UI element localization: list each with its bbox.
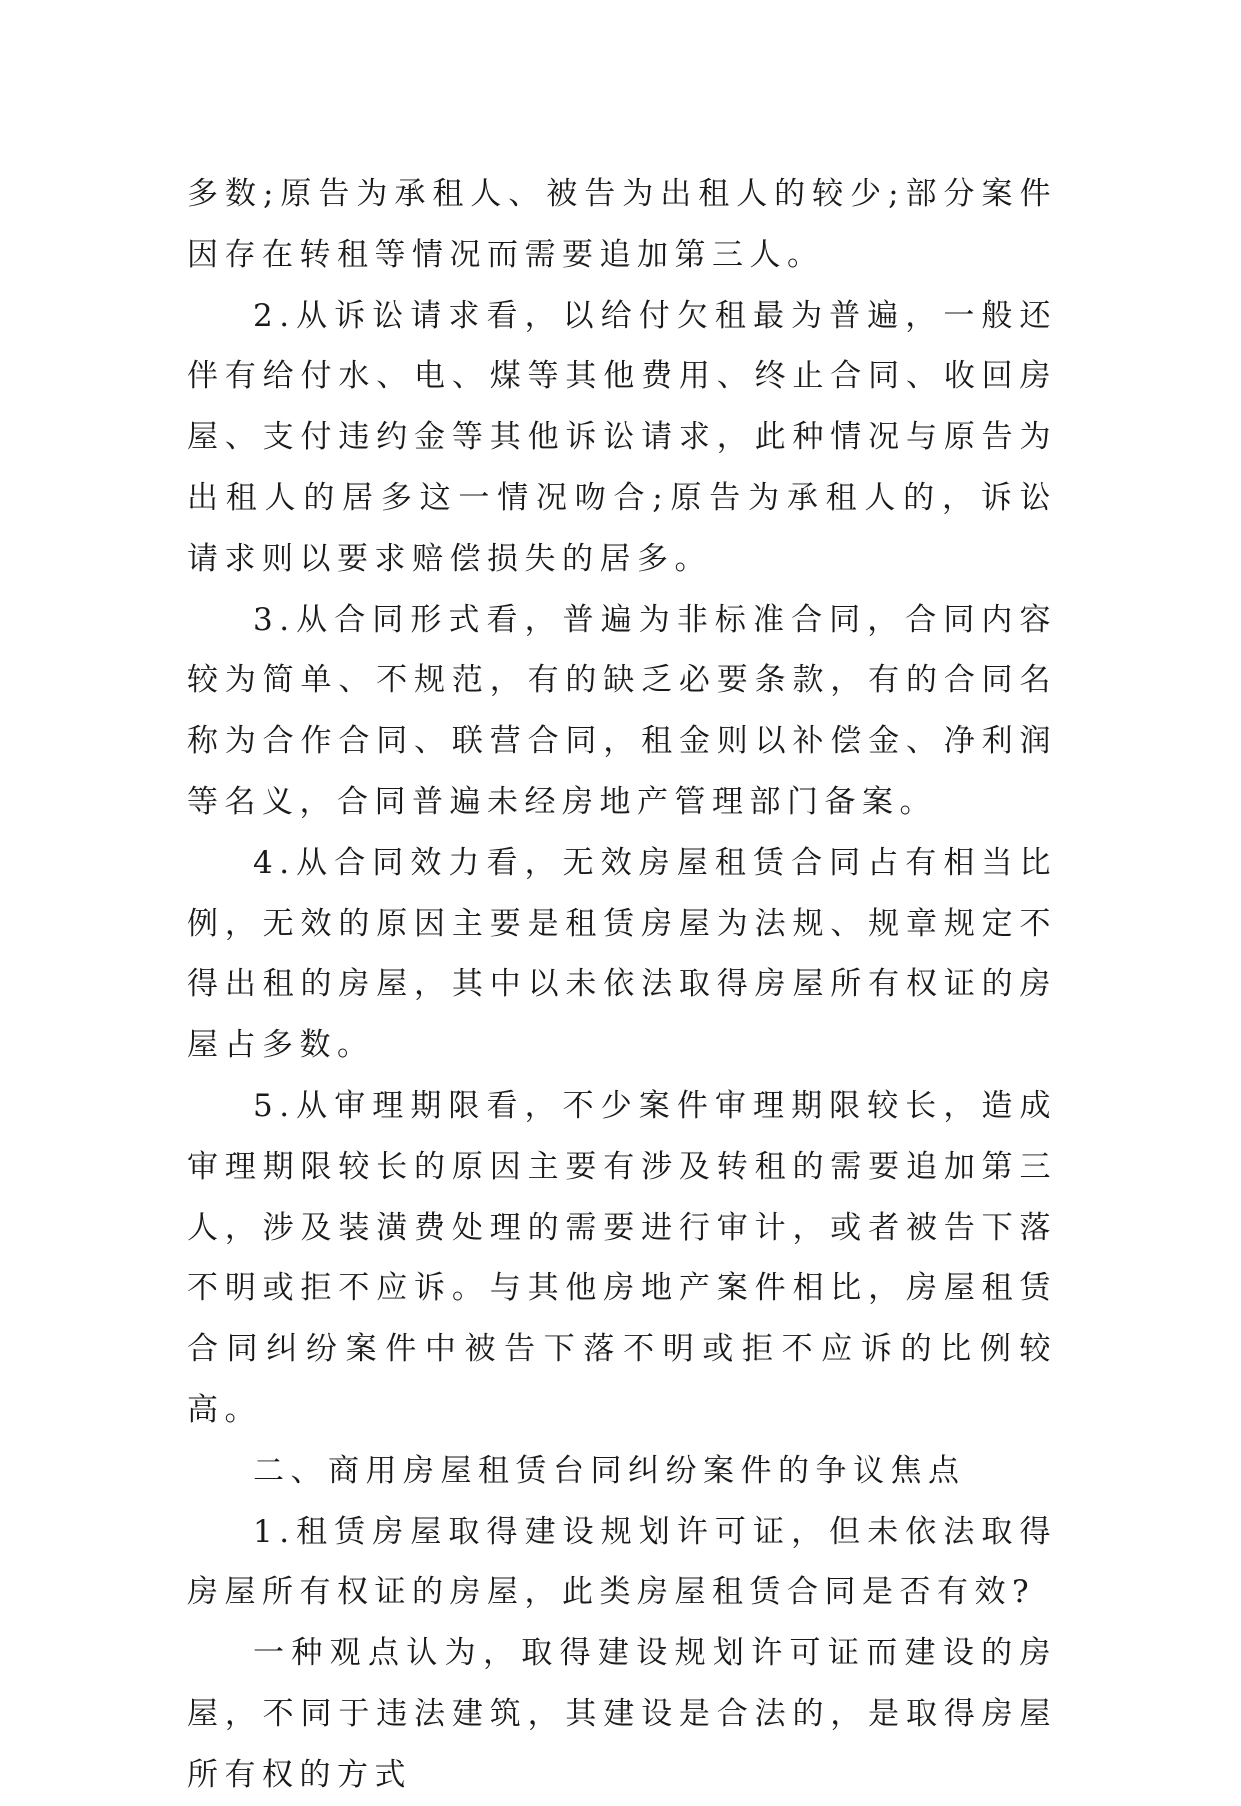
paragraph: 1.租赁房屋取得建设规划许可证，但未依法取得房屋所有权证的房屋，此类房屋租赁合同是否有效? xyxy=(187,1513,1057,1611)
paragraph: 多数;原告为承租人、被告为出租人的较少;部分案件因存在转租等情况而需要追加第三人。 xyxy=(187,176,1057,273)
paragraph: 一种观点认为，取得建设规划许可证而建设的房屋，不同于违法建筑，其建设是合法的，是取得房屋所有权的方式 xyxy=(187,1635,1057,1793)
paragraph: 2.从诉讼请求看，以给付欠租最为普遍，一般还伴有给付水、电、煤等其他费用、终止合同、收回房屋、支付违约金等其他诉讼请求，此种情况与原告为出租人的居多这一情况吻合;原告为承租人的，诉讼请求则以要求赔偿损失的居多。 xyxy=(187,297,1057,577)
paragraph: 4.从合同效力看，无效房屋租赁合同占有相当比例，无效的原因主要是租赁房屋为法规、规章规定不得出租的房屋，其中以未依法取得房屋所有权证的房屋占多数。 xyxy=(187,844,1057,1064)
section-heading: 二、商用房屋租赁台同纠纷案件的争议焦点 xyxy=(253,1452,966,1489)
paragraph: 3.从合同形式看，普遍为非标准合同，合同内容较为简单、不规范，有的缺乏必要条款，有的合同名称为合作合同、联营合同，租金则以补偿金、净利润等名义，合同普遍未经房地产管理部门备案。 xyxy=(187,601,1057,820)
paragraph: 5.从审理期限看，不少案件审理期限较长，造成审理期限较长的原因主要有涉及转租的需要追加第三人，涉及装潢费处理的需要进行审计，或者被告下落不明或拒不应诉。与其他房地产案件相比，房屋租赁合同纠纷案件中被告下落不明或拒不应诉的比例较高。 xyxy=(187,1087,1057,1428)
document-body xyxy=(187,164,1057,1806)
